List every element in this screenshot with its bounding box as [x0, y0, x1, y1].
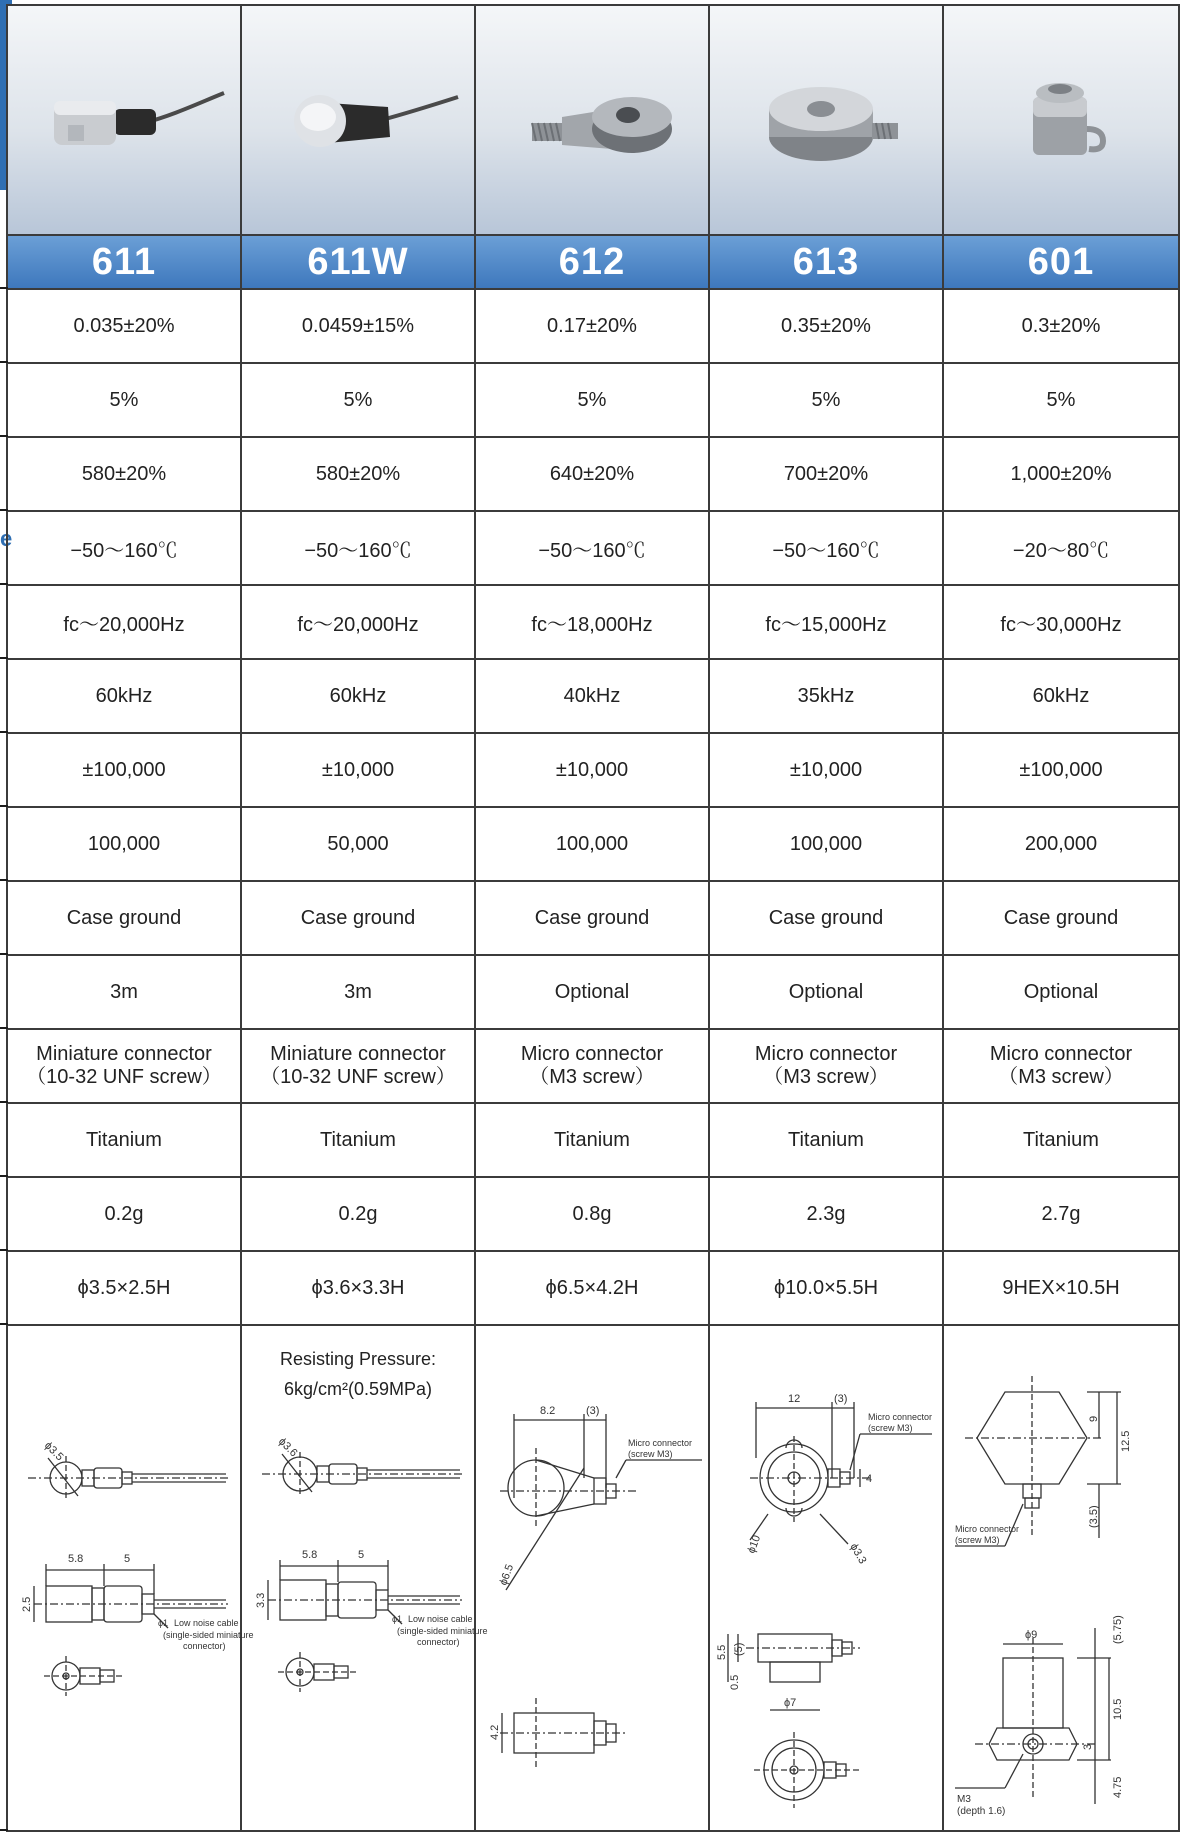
dim-label: ϕ3.6	[275, 1435, 300, 1460]
model-name: 611	[7, 235, 241, 289]
drawing-cell-612	[475, 1325, 709, 1831]
spec-cell: 0.2g	[7, 1177, 241, 1251]
dim-label: 5.8	[68, 1553, 84, 1565]
dim-label: 0.5	[729, 1674, 741, 1690]
dim-label: (5)	[733, 1642, 745, 1656]
spec-cell: Optional	[475, 955, 709, 1029]
dim-label: Micro connector	[628, 1438, 693, 1448]
spec-cell: 5%	[709, 363, 943, 437]
dim-label: (3.5)	[1088, 1505, 1100, 1528]
dim-label: (screw M3)	[955, 1535, 1000, 1545]
dimension-drawing-601	[945, 1328, 1177, 1828]
edge-row-tick	[0, 509, 8, 511]
dim-label: (3)	[834, 1393, 848, 1405]
spec-row	[7, 1251, 1179, 1325]
dim-label: (5.75)	[1112, 1615, 1124, 1644]
dim-label: 12.5	[1120, 1430, 1132, 1452]
dim-label: 5.5	[716, 1644, 728, 1660]
connector-type: Miniature connector	[36, 1043, 212, 1065]
dim-label: ϕ10	[745, 1533, 764, 1556]
dimension-drawing-611	[8, 1328, 254, 1828]
connector-screw: （10-32 UNF screw）	[26, 1066, 222, 1088]
dimension-drawing-611w	[242, 1404, 488, 1824]
spec-cell: −50〜160℃	[7, 511, 241, 585]
sensor-601-photo	[961, 63, 1161, 173]
edge-row-tick	[0, 583, 8, 585]
dim-label: (screw M3)	[868, 1423, 913, 1433]
dim-label: Micro connector	[955, 1524, 1020, 1534]
dim-label: (single-sided miniature	[163, 1630, 254, 1640]
spec-cell: 3m	[241, 955, 475, 1029]
spec-cell: 50,000	[241, 807, 475, 881]
spec-cell: −50〜160℃	[709, 511, 943, 585]
edge-row-tick	[0, 953, 8, 955]
dim-label: Low noise cable	[174, 1618, 239, 1628]
drawing-cell-611	[7, 1325, 254, 1831]
pressure-value: 6kg/cm²(0.59MPa)	[283, 1379, 433, 1399]
connector-type: Micro connector	[989, 1043, 1133, 1065]
spec-cell: 9HEX×10.5H	[943, 1251, 1179, 1325]
dim-label: (depth 1.6)	[957, 1806, 1006, 1817]
edge-row-tick	[0, 1101, 8, 1103]
edge-row-tick	[0, 1027, 8, 1029]
spec-cell: −20〜80℃	[943, 511, 1179, 585]
edge-row-tick	[0, 879, 8, 881]
connector-type: Micro connector	[754, 1043, 898, 1065]
dim-label: 4.75	[1112, 1776, 1124, 1798]
spec-cell: Titanium	[709, 1103, 943, 1177]
photo-cell-601	[943, 5, 1179, 235]
spec-row	[7, 363, 1179, 437]
dim-label: 5	[124, 1553, 131, 1565]
connector-cell	[241, 1029, 475, 1103]
edge-row-tick	[0, 361, 8, 363]
dim-label: 3	[1082, 1743, 1094, 1750]
connector-type: Miniature connector	[270, 1043, 446, 1065]
dim-label: (screw M3)	[628, 1449, 673, 1459]
spec-cell: Optional	[709, 955, 943, 1029]
connector-row	[7, 1029, 1179, 1103]
sensor-612-photo	[492, 63, 692, 173]
edge-cut-letter: e	[0, 526, 13, 551]
connector-type: Micro connector	[520, 1043, 664, 1065]
spec-cell: 200,000	[943, 807, 1179, 881]
spec-row	[7, 511, 1179, 585]
spec-cell: ±10,000	[709, 733, 943, 807]
dim-label: ϕ3.5	[41, 1439, 66, 1464]
spec-cell: Case ground	[709, 881, 943, 955]
dim-label: ϕ9	[1025, 1629, 1038, 1641]
spec-cell: 60kHz	[7, 659, 241, 733]
edge-row-tick	[0, 657, 8, 659]
spec-cell: fc〜20,000Hz	[241, 585, 475, 659]
pressure-label: Resisting Pressure:	[279, 1349, 437, 1369]
edge-row-tick	[0, 805, 8, 807]
spec-row	[7, 733, 1179, 807]
spec-cell: 0.2g	[241, 1177, 475, 1251]
photo-row	[7, 5, 1179, 235]
drawing-row	[7, 1325, 1179, 1831]
spec-cell: Optional	[943, 955, 1179, 1029]
dim-label: Micro connector	[868, 1412, 933, 1422]
drawing-cell-601	[943, 1325, 1179, 1831]
connector-screw: （10-32 UNF screw）	[260, 1066, 456, 1088]
spec-row	[7, 1177, 1179, 1251]
spec-cell: 2.3g	[709, 1177, 943, 1251]
spec-cell: 0.8g	[475, 1177, 709, 1251]
spec-cell: 100,000	[7, 807, 241, 881]
spec-cell: fc〜15,000Hz	[709, 585, 943, 659]
spec-cell: ϕ3.6×3.3H	[241, 1251, 475, 1325]
photo-cell-612	[475, 5, 709, 235]
dim-label: ϕ7	[784, 1697, 797, 1709]
spec-cell: 5%	[475, 363, 709, 437]
connector-cell	[475, 1029, 709, 1103]
spec-table	[6, 4, 1180, 1832]
dim-label: ϕ6.5	[497, 1562, 517, 1588]
spec-cell: 700±20%	[709, 437, 943, 511]
spec-cell: ϕ10.0×5.5H	[709, 1251, 943, 1325]
sensor-611w-photo	[258, 63, 458, 173]
spec-cell: Case ground	[943, 881, 1179, 955]
drawing-cell-611w	[241, 1325, 488, 1831]
spec-cell: 5%	[241, 363, 475, 437]
spec-row	[7, 659, 1179, 733]
edge-row-tick	[0, 1175, 8, 1177]
spec-cell: ϕ6.5×4.2H	[475, 1251, 709, 1325]
resisting-pressure-note	[242, 1332, 474, 1404]
spec-cell: ±100,000	[943, 733, 1179, 807]
dim-label: 9	[1088, 1415, 1100, 1422]
spec-cell: Titanium	[943, 1103, 1179, 1177]
edge-row-tick	[0, 1249, 8, 1251]
dimension-drawing-612	[476, 1328, 708, 1828]
spec-cell: 100,000	[475, 807, 709, 881]
connector-cell	[7, 1029, 241, 1103]
spec-cell: fc〜18,000Hz	[475, 585, 709, 659]
spec-row	[7, 881, 1179, 955]
dim-label: (single-sided miniature	[397, 1626, 488, 1636]
spec-cell: fc〜20,000Hz	[7, 585, 241, 659]
edge-row-tick	[0, 435, 8, 437]
spec-cell: 0.035±20%	[7, 289, 241, 363]
dim-label: 5.8	[302, 1549, 318, 1561]
sensor-613-photo	[726, 63, 926, 173]
connector-screw: （M3 screw）	[998, 1066, 1124, 1088]
dim-label: 5	[358, 1549, 365, 1561]
connector-cell	[709, 1029, 943, 1103]
edge-row-tick	[0, 1829, 8, 1831]
spec-row	[7, 955, 1179, 1029]
dim-label: Low noise cable	[408, 1614, 473, 1624]
dim-label: ϕ1	[158, 1618, 169, 1628]
edge-row-tick	[0, 287, 8, 289]
spec-cell: Case ground	[475, 881, 709, 955]
model-name: 611W	[241, 235, 475, 289]
spec-cell: 60kHz	[943, 659, 1179, 733]
spec-cell: 1,000±20%	[943, 437, 1179, 511]
spec-cell: ϕ3.5×2.5H	[7, 1251, 241, 1325]
spec-cell: 0.17±20%	[475, 289, 709, 363]
spec-cell: ±10,000	[475, 733, 709, 807]
model-name: 613	[709, 235, 943, 289]
connector-screw: （M3 screw）	[529, 1066, 655, 1088]
dim-label: connector)	[183, 1641, 226, 1651]
spec-row	[7, 437, 1179, 511]
spec-cell: 2.7g	[943, 1177, 1179, 1251]
photo-cell-611	[7, 5, 241, 235]
spec-cell: −50〜160℃	[475, 511, 709, 585]
spec-cell: 35kHz	[709, 659, 943, 733]
dim-label: 8.2	[540, 1405, 556, 1417]
dim-label: (3)	[586, 1405, 600, 1417]
spec-row	[7, 1103, 1179, 1177]
dim-label: 3.3	[255, 1592, 267, 1608]
dim-label: connector)	[417, 1637, 460, 1647]
spec-cell: ±10,000	[241, 733, 475, 807]
dim-label: 2.5	[21, 1596, 33, 1612]
connector-screw: （M3 screw）	[763, 1066, 889, 1088]
model-name: 601	[943, 235, 1179, 289]
dim-label: 4.2	[489, 1724, 501, 1740]
photo-cell-611w	[241, 5, 475, 235]
dim-label: 10.5	[1112, 1698, 1124, 1720]
photo-cell-613	[709, 5, 943, 235]
spec-cell: Titanium	[241, 1103, 475, 1177]
spec-cell: 0.3±20%	[943, 289, 1179, 363]
spec-cell: 100,000	[709, 807, 943, 881]
spec-cell: fc〜30,000Hz	[943, 585, 1179, 659]
dim-label: M3	[957, 1794, 971, 1805]
spec-cell: 40kHz	[475, 659, 709, 733]
edge-row-tick	[0, 1323, 8, 1325]
spec-cell: Case ground	[7, 881, 241, 955]
spec-cell: Case ground	[241, 881, 475, 955]
drawing-cell-613	[709, 1325, 943, 1831]
spec-cell: ±100,000	[7, 733, 241, 807]
spec-cell: 580±20%	[241, 437, 475, 511]
spec-cell: −50〜160℃	[241, 511, 475, 585]
connector-cell	[943, 1029, 1179, 1103]
model-name: 612	[475, 235, 709, 289]
spec-cell: 580±20%	[7, 437, 241, 511]
dim-label: 4	[866, 1473, 873, 1485]
spec-row	[7, 289, 1179, 363]
spec-cell: 640±20%	[475, 437, 709, 511]
model-row	[7, 235, 1179, 289]
spec-cell: 0.0459±15%	[241, 289, 475, 363]
dim-label: 12	[788, 1393, 801, 1405]
dim-label: ϕ1	[392, 1614, 403, 1624]
spec-row	[7, 585, 1179, 659]
sensor-611-photo	[24, 63, 224, 173]
spec-cell: Titanium	[475, 1103, 709, 1177]
spec-cell: 0.35±20%	[709, 289, 943, 363]
spec-cell: 5%	[943, 363, 1179, 437]
spec-row	[7, 807, 1179, 881]
spec-cell: Titanium	[7, 1103, 241, 1177]
dim-label: ϕ3.3	[847, 1541, 869, 1567]
spec-cell: 3m	[7, 955, 241, 1029]
spec-cell: 60kHz	[241, 659, 475, 733]
spec-cell: 5%	[7, 363, 241, 437]
dimension-drawing-613	[710, 1328, 942, 1828]
edge-row-tick	[0, 731, 8, 733]
